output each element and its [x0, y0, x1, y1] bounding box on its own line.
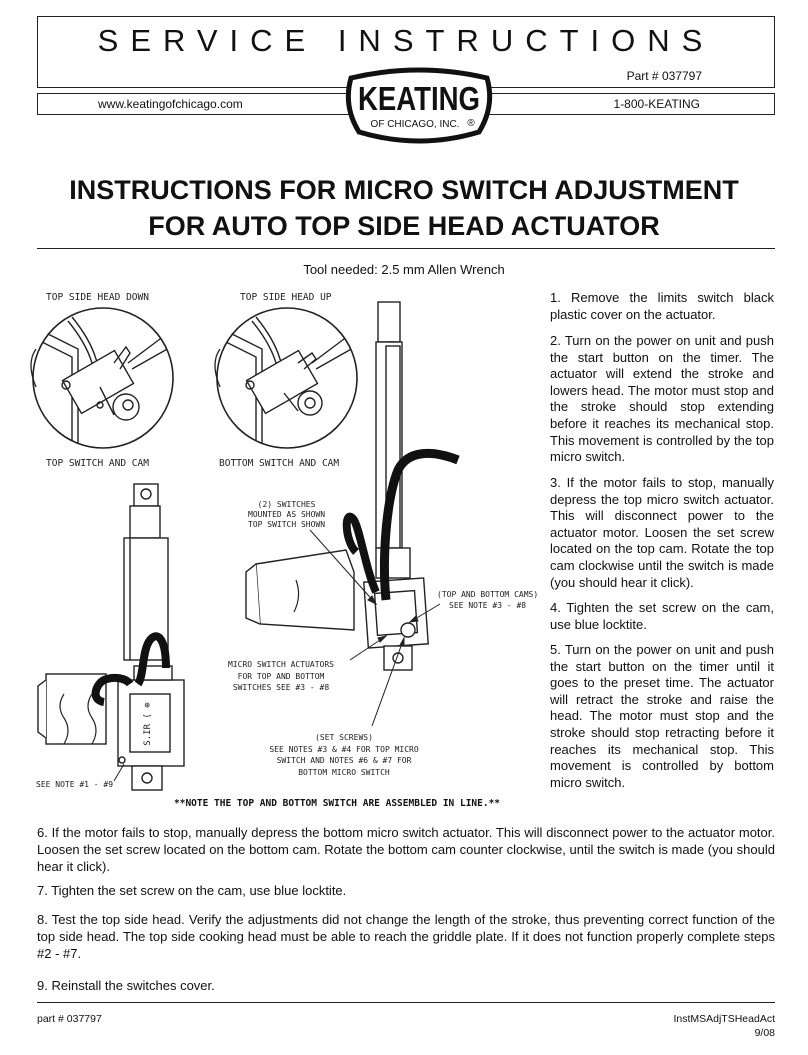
step-9: 9. Reinstall the switches cover.: [37, 978, 215, 993]
logo-registered-mark: ®: [467, 118, 475, 129]
footer-date: 9/08: [754, 1027, 775, 1039]
label-top-switch: TOP SWITCH AND CAM: [46, 458, 149, 469]
callout-actuators-line2: FOR TOP AND BOTTOM: [237, 671, 325, 681]
callout-screws-line1: (SET SCREWS): [315, 733, 373, 742]
callout-note1: SEE NOTE #1 - #9: [36, 780, 114, 789]
callout-switches-line2: MOUNTED AS SHOWN: [248, 510, 326, 519]
tool-needed: Tool needed: 2.5 mm Allen Wrench: [303, 262, 505, 277]
logo-sub-text: OF CHICAGO, INC.: [370, 119, 460, 130]
website-link[interactable]: www.keatingofchicago.com: [98, 97, 243, 111]
callout-screws-line3: SWITCH AND NOTES #6 & #7 FOR: [276, 756, 412, 765]
document-title-line2: FOR AUTO TOP SIDE HEAD ACTUATOR: [148, 211, 660, 241]
callout-cams-line1: (TOP AND BOTTOM CAMS): [437, 590, 539, 599]
footer-doc-code: InstMSAdjTSHeadAct: [673, 1013, 775, 1025]
callout-actuators-line1: MICRO SWITCH ACTUATORS: [228, 660, 334, 669]
callout-switches-line3: TOP SWITCH SHOWN: [248, 520, 326, 529]
step-8: 8. Test the top side head. Verify the adjustments did not change the length of the stroke, thus preventing correct function of the top side head. The top side cooking head must be able to reach the griddle plate. If it does not function properly complete steps #2 - #7.: [37, 912, 775, 961]
callout-switches-line1: (2) SWITCHES: [257, 500, 316, 509]
step-7: 7. Tighten the set screw on the cam, use blue locktite.: [37, 883, 347, 898]
header-title: SERVICE INSTRUCTIONS: [97, 23, 715, 58]
step-5: 5. Turn on the power on unit and push the start button on the timer until it goes to the preset time. The actuator will retract the stroke and raise the head. The motor must stop and the stroke should stop retracting before it reaches its mechanical stop. This movement is controlled by bottom micro switch.: [550, 642, 774, 790]
header-part-number: Part # 037797: [626, 69, 702, 83]
phone-number: 1-800-KEATING: [613, 97, 700, 111]
assembly-note: **NOTE THE TOP AND BOTTOM SWITCH ARE ASSEMBLED IN LINE.**: [174, 798, 501, 809]
step-1: 1. Remove the limits switch black plastic cover on the actuator.: [550, 290, 774, 322]
callout-screws-line4: BOTTOM MICRO SWITCH: [298, 767, 390, 777]
actuator-box-label: S.IR ( ⊕: [143, 702, 153, 746]
callout-actuators-line3: SWITCHES SEE #3 - #8: [232, 683, 330, 692]
label-head-down: TOP SIDE HEAD DOWN: [46, 292, 149, 303]
step-4: 4. Tighten the set screw on the cam, use blue locktite.: [550, 600, 774, 632]
label-bottom-switch: BOTTOM SWITCH AND CAM: [219, 458, 340, 469]
footer-part-number: part # 037797: [37, 1013, 102, 1025]
label-head-up: TOP SIDE HEAD UP: [240, 292, 332, 303]
divider-bottom: [37, 1002, 775, 1003]
step-2: 2. Turn on the power on unit and push the start button on the timer. The actuator will extend the stroke and lowers head. The motor must stop and the stroke should stop extending before it reaches its mechanical stop. This movement is controlled by the top micro switch.: [550, 333, 774, 465]
step-3: 3. If the motor fails to stop, manually depress the top micro switch actuator. This will disconnect power to the actuator motor. Loosen the set screw located on the top cam. Rotate the top cam clockwise until the switch is made (you should hear it click).: [550, 475, 774, 590]
logo-main-text: KEATING: [358, 80, 480, 117]
callout-screws-line2: SEE NOTES #3 & #4 FOR TOP MICRO: [269, 744, 419, 754]
document-title-line1: INSTRUCTIONS FOR MICRO SWITCH ADJUSTMENT: [69, 175, 739, 205]
step-6: 6. If the motor fails to stop, manually depress the bottom micro switch actuator. This will disconnect power to the actuator motor. Loosen the set screw located on the bottom cam. Rotate the bottom cam counter clockwise, until the switch is made (you should hear it click).: [37, 825, 775, 874]
callout-cams-line2: SEE NOTE #3 - #8: [449, 601, 527, 610]
